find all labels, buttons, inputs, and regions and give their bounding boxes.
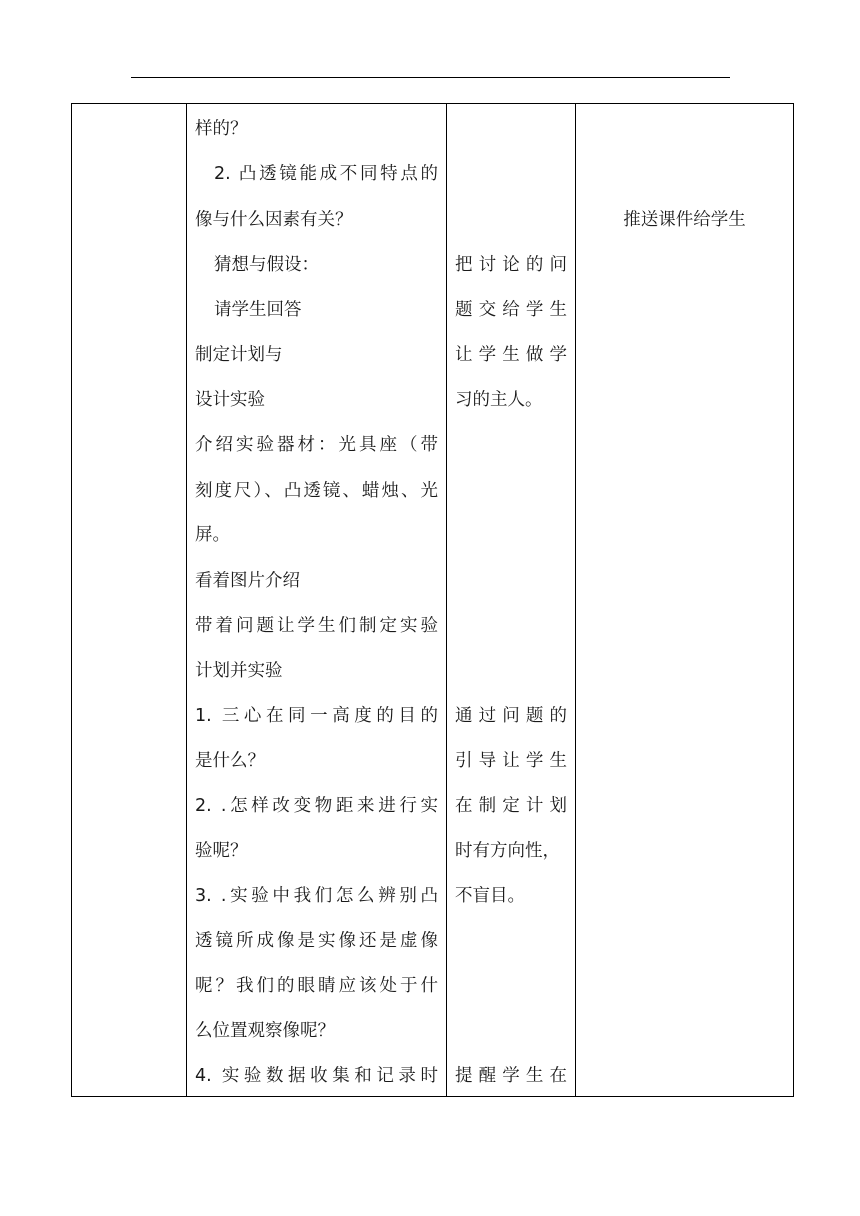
text-line: 时有方向性， — [455, 841, 560, 861]
text-line: 屏。 — [195, 525, 230, 545]
media-usage-cell — [576, 104, 794, 1097]
text-line: 么位置观察像呢？ — [195, 1021, 335, 1041]
text-line: 是什么？ — [195, 751, 265, 771]
design-intent-cell — [447, 104, 576, 1097]
text-line: 计划并实验 — [195, 661, 283, 681]
text-line: 题交给学生 — [455, 300, 567, 320]
lesson-plan-table — [71, 103, 794, 1097]
text-line: 制定计划与 — [195, 345, 283, 365]
text-line: 带着问题让学生们制定实验 — [195, 616, 438, 636]
text-line: 透镜所成像是实像还是虚像 — [195, 931, 438, 951]
text-line: 请学生回答 — [214, 300, 302, 320]
text-line: 呢？我们的眼睛应该处于什 — [195, 976, 438, 996]
text-line: 2. .怎样改变物距来进行实 — [195, 796, 438, 816]
text-line: 1. 三心在同一高度的目的 — [195, 706, 438, 726]
text-line: 设计实验 — [195, 390, 265, 410]
text-line: 4. 实验数据收集和记录时 — [195, 1066, 438, 1086]
text-line: 介绍实验器材：光具座（带 — [195, 435, 438, 455]
text-line: 提醒学生在 — [455, 1066, 567, 1086]
text-line: 不盲目。 — [455, 886, 525, 906]
text-line: 像与什么因素有关？ — [195, 210, 353, 230]
text-line: 在制定计划 — [455, 796, 567, 816]
text-line: 引导让学生 — [455, 751, 567, 771]
text-line: 验呢？ — [195, 841, 248, 861]
text-line: 猜想与假设： — [214, 255, 319, 275]
text-line: 把讨论的问 — [455, 255, 567, 275]
text-line: 刻度尺）、凸透镜、蜡烛、光 — [195, 481, 438, 501]
text-line: 习的主人。 — [455, 390, 543, 410]
text-line: 3. .实验中我们怎么辨别凸 — [195, 886, 438, 906]
text-line: 看着图片介绍 — [195, 571, 300, 591]
text-line: 通过问题的 — [455, 706, 567, 726]
header-rule — [131, 77, 730, 78]
teacher-activity-cell — [187, 104, 447, 1097]
text-line: 让学生做学 — [455, 345, 567, 365]
table-row — [72, 104, 794, 1097]
text-line: 样的？ — [195, 119, 248, 139]
stage-cell — [72, 104, 187, 1097]
text-line: 2. 凸透镜能成不同特点的 — [214, 164, 438, 184]
text-line: 推送课件给学生 — [623, 210, 746, 230]
